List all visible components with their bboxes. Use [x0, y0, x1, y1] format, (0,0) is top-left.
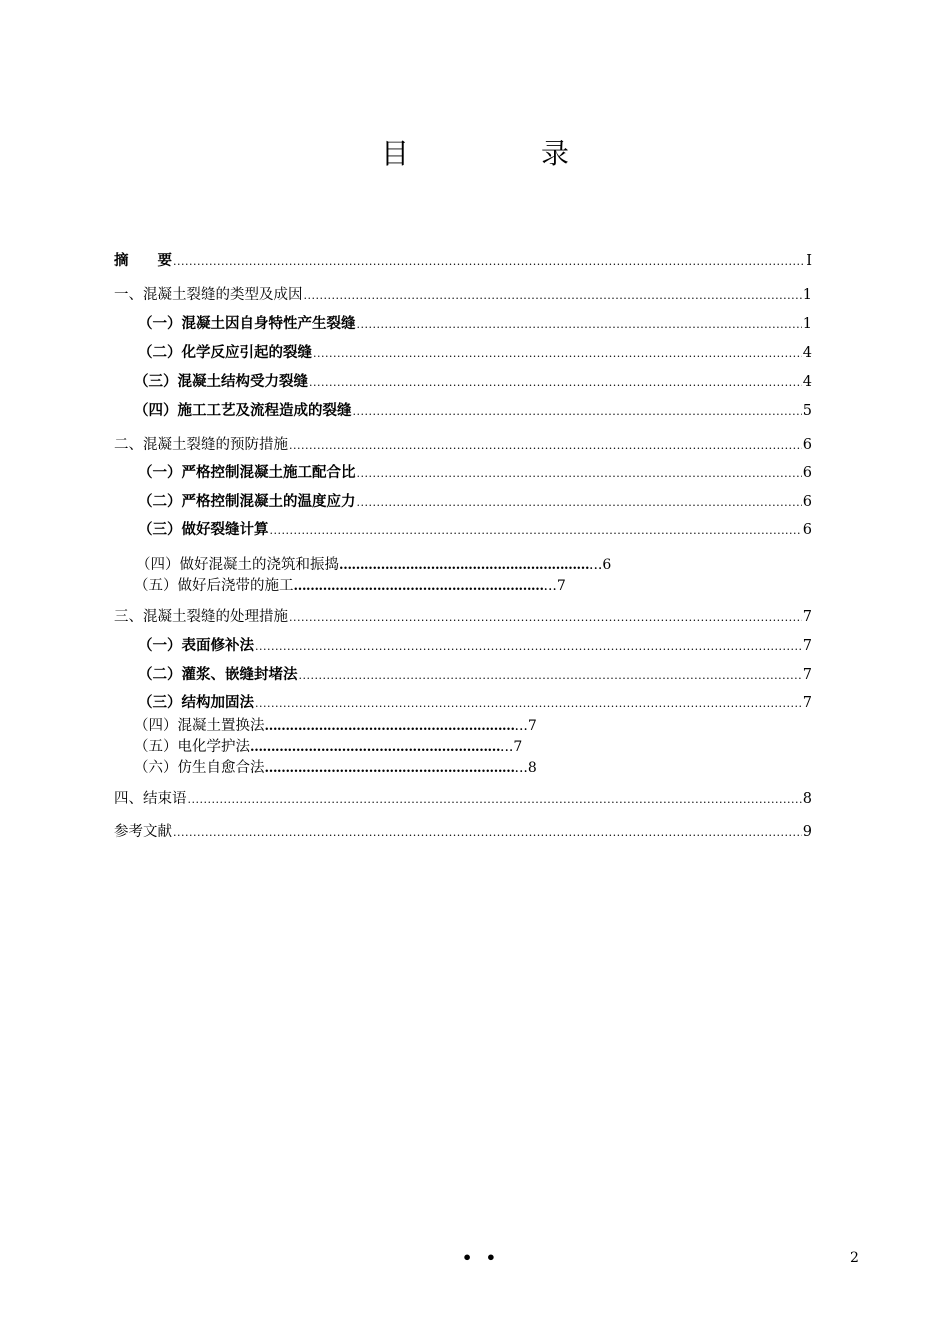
- toc-label: 摘 要: [114, 252, 172, 269]
- toc-label: （四）做好混凝土的浇筑和振捣: [136, 557, 339, 573]
- toc-label: （三）做好裂缝计算: [138, 521, 269, 538]
- toc-label: （二）严格控制混凝土的温度应力: [138, 493, 356, 510]
- toc-leader: [270, 522, 802, 540]
- toc-entry[interactable]: [138, 315, 812, 334]
- toc-leader: [289, 437, 802, 455]
- toc-leader: [173, 253, 805, 271]
- toc-leader: [255, 695, 802, 713]
- toc-leader: [255, 638, 802, 656]
- toc-label: （六）仿生自愈合法: [134, 760, 265, 776]
- toc-entry[interactable]: [134, 402, 812, 421]
- toc-leader: [357, 494, 802, 512]
- toc-page: 7: [802, 695, 812, 711]
- toc-entry[interactable]: [114, 790, 812, 809]
- toc-label: 三、混凝土裂缝的处理措施: [114, 609, 288, 625]
- toc-leader: ……………………………………………………: [293, 579, 544, 594]
- page-title: 目 录: [380, 137, 621, 170]
- toc-leader: ……………………………………………………: [339, 558, 589, 573]
- toc-leader: [188, 791, 802, 809]
- toc-page: 6: [802, 494, 812, 510]
- toc-leader: [357, 465, 802, 483]
- toc-leader: [313, 345, 802, 363]
- toc-entry[interactable]: [114, 286, 812, 305]
- toc-entry[interactable]: [114, 436, 812, 455]
- toc-label: （一）混凝土因自身特性产生裂缝: [138, 315, 356, 332]
- toc-label: （四）施工工艺及流程造成的裂缝: [134, 402, 352, 419]
- toc-entry[interactable]: [134, 574, 566, 595]
- toc-leader: [357, 316, 802, 334]
- toc-entry[interactable]: [138, 493, 812, 512]
- toc-leader: [289, 609, 802, 627]
- toc-leader: [304, 287, 802, 305]
- toc-leader: ……………………………………………………: [250, 740, 500, 755]
- toc-page: I: [806, 253, 812, 269]
- toc-page: 9: [802, 824, 812, 840]
- toc-page: ...7: [543, 578, 566, 594]
- toc-entry[interactable]: [138, 464, 812, 483]
- page-number: 2: [850, 1250, 859, 1266]
- toc-leader: ……………………………………………………: [264, 761, 515, 776]
- toc-page: 1: [802, 316, 812, 332]
- toc-label: 四、结束语: [114, 791, 187, 807]
- toc-entry[interactable]: [138, 666, 812, 685]
- toc-page: 6: [802, 522, 812, 538]
- toc-entry[interactable]: [134, 373, 812, 392]
- toc-page: ...6: [589, 557, 612, 573]
- toc-label: 一、混凝土裂缝的类型及成因: [114, 287, 303, 303]
- toc-page: ...8: [514, 760, 537, 776]
- toc-label: （四）混凝土置换法: [134, 718, 265, 734]
- footer-marks: • •: [462, 1248, 501, 1267]
- toc-entry-references[interactable]: [114, 823, 812, 842]
- toc-leader: ……………………………………………………: [264, 719, 515, 734]
- toc-entry[interactable]: [134, 714, 537, 735]
- toc-page: ...7: [514, 718, 537, 734]
- toc-page: 7: [802, 667, 812, 683]
- toc-page: ...7: [500, 739, 523, 755]
- toc-label: （三）结构加固法: [138, 694, 254, 711]
- toc-page: 7: [802, 638, 812, 654]
- toc-page: 4: [802, 345, 812, 361]
- toc-entry[interactable]: [138, 521, 812, 540]
- toc-entry[interactable]: [136, 553, 611, 574]
- toc-entry[interactable]: [138, 637, 812, 656]
- toc-entry[interactable]: [134, 756, 537, 777]
- toc-page: 4: [802, 374, 812, 390]
- toc-label: （三）混凝土结构受力裂缝: [134, 373, 308, 390]
- toc-page: 6: [802, 465, 812, 481]
- toc-leader: [353, 403, 802, 421]
- toc-page: 6: [802, 437, 812, 453]
- toc-label: （五）电化学护法: [134, 739, 250, 755]
- toc-label: （一）表面修补法: [138, 637, 254, 654]
- toc-entry-abstract[interactable]: [114, 252, 812, 271]
- toc-page: 5: [802, 403, 812, 419]
- toc-page: 7: [802, 609, 812, 625]
- toc-page: 8: [802, 791, 812, 807]
- toc-label: （二）化学反应引起的裂缝: [138, 344, 312, 361]
- toc-page: 1: [802, 287, 812, 303]
- toc-entry[interactable]: [138, 344, 812, 363]
- toc-entry[interactable]: [134, 735, 522, 756]
- toc-label: 参考文献: [114, 824, 172, 840]
- toc-leader: [299, 667, 802, 685]
- toc-entry[interactable]: [138, 694, 812, 713]
- toc-label: （五）做好后浇带的施工: [134, 578, 294, 594]
- toc-label: 二、混凝土裂缝的预防措施: [114, 437, 288, 453]
- toc-label: （一）严格控制混凝土施工配合比: [138, 464, 356, 481]
- toc-leader: [173, 824, 802, 842]
- toc-leader: [309, 374, 802, 392]
- toc-label: （二）灌浆、嵌缝封堵法: [138, 666, 298, 683]
- toc-entry[interactable]: [114, 608, 812, 627]
